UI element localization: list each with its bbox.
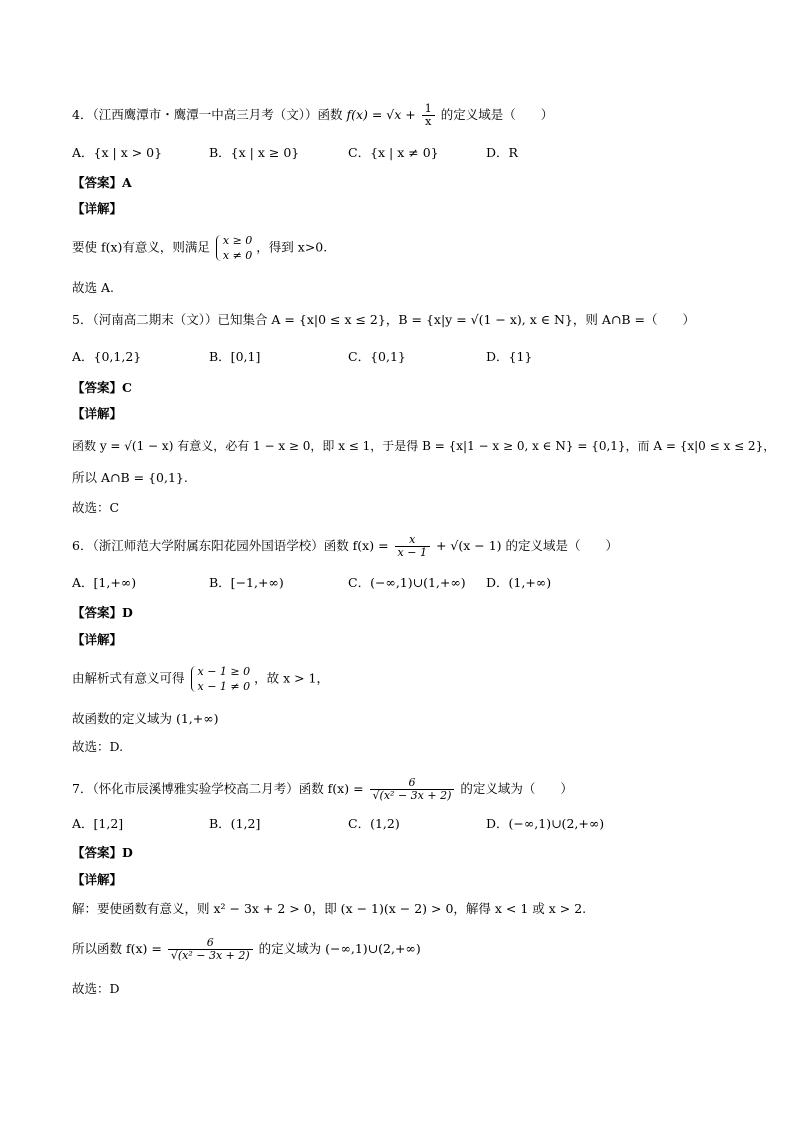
q7-detail-heading: 【详解】: [72, 872, 123, 887]
q4-function: f(x) = √x +: [346, 107, 420, 122]
q5-option-d: D．{1}: [486, 349, 533, 364]
q5-option-b: B．[0,1]: [209, 349, 261, 364]
q4-solution: [72, 233, 327, 263]
q7-final: 故选：D: [72, 981, 120, 996]
q5-solution-2: 所以 A∩B = {0,1}.: [72, 470, 188, 485]
q7-sol-frac-den: √(x² − 3x + 2): [170, 949, 250, 962]
q4-frac-den: x: [425, 115, 432, 128]
q6-option-a: A．[1,+∞): [72, 575, 137, 590]
q6-condition-system: [189, 664, 251, 694]
q4-condition-system: [214, 233, 252, 263]
q4-solution-pre: 要使 f(x)有意义，则满足: [72, 239, 210, 255]
q7-solution-2-pre: 所以函数 f(x) =: [72, 941, 166, 956]
q4-detail-heading: 【详解】: [72, 201, 123, 216]
q4-stem-end: 的定义域是（ ）: [440, 107, 554, 122]
q7-frac-den: √(x² − 3x + 2): [372, 789, 452, 802]
q7-option-a: A．[1,2]: [72, 816, 124, 831]
q7-solution-2-post: 的定义域为 (−∞,1)∪(2,+∞): [258, 941, 421, 956]
q6-fraction: [395, 534, 430, 559]
q7-option-d: D．(−∞,1)∪(2,+∞): [486, 816, 605, 831]
q7-option-c: C．(1,2): [348, 816, 400, 831]
q7-solution-2: [72, 937, 421, 962]
q5-option-c: C．{0,1}: [348, 349, 406, 364]
q6-frac-den: x − 1: [397, 546, 427, 559]
q6-condition-2: x − 1 ≠ 0: [197, 680, 251, 693]
q6-stem-text: 6．（浙江师范大学附属东阳花园外国语学校）函数 f(x) =: [72, 538, 393, 553]
q4-option-a: A．{x | x > 0}: [72, 145, 163, 160]
q6-detail-heading: 【详解】: [72, 632, 123, 647]
q4-option-c: C．{x | x ≠ 0}: [348, 145, 439, 160]
q6-stem-end: + √(x − 1) 的定义域是（ ）: [435, 538, 618, 553]
q5-detail-heading: 【详解】: [72, 406, 123, 421]
q4-frac-num: 1: [422, 103, 435, 116]
q7-answer: 【答案】D: [72, 845, 133, 860]
q7-solution-fraction: [168, 937, 253, 962]
q4-condition-1: x ≥ 0: [222, 234, 253, 247]
q7-solution-1: 解：要使函数有意义，则 x² − 3x + 2 > 0，即 (x − 1)(x − 2) > 0，解得 x < 1 或 x > 2.: [72, 901, 587, 916]
q5-solution-1: 函数 y = √(1 − x) 有意义，必有 1 − x ≥ 0，即 x ≤ 1，于是得 B = {x|1 − x ≥ 0, x ∈ N} = {0,1}，而 A = {x|0 ≤ x ≤ 2}，: [72, 439, 776, 453]
q4-fraction: [422, 103, 435, 128]
q7-sol-frac-num: 6: [168, 937, 253, 950]
q6-frac-num: x: [395, 534, 430, 547]
q6-solution: [72, 664, 329, 694]
q4-condition-2: x ≠ 0: [222, 249, 253, 262]
q6-solution-pre: 由解析式有意义可得: [72, 670, 185, 686]
q4-final: 故选 A.: [72, 280, 114, 295]
q4-stem: [72, 103, 553, 128]
q4-option-b: B．{x | x ≥ 0}: [209, 145, 300, 160]
q4-option-d: D．R: [486, 145, 518, 160]
q7-fraction: [370, 777, 455, 802]
q7-stem-text: 7．（怀化市辰溪博雅实验学校高二月考）函数 f(x) =: [72, 781, 368, 796]
q6-final: 故选：D.: [72, 739, 124, 754]
q4-solution-post: ，得到 x>0.: [256, 239, 328, 255]
q6-answer: 【答案】D: [72, 605, 133, 620]
q5-stem: 5．（河南高二期末（文））已知集合 A = {x|0 ≤ x ≤ 2}，B = {x|y = √(1 − x), x ∈ N}，则 A∩B =（ ）: [72, 312, 695, 327]
q6-solution-2: 故函数的定义域为 (1,+∞): [72, 711, 219, 726]
q6-solution-post: ，故 x > 1，: [254, 670, 330, 686]
q7-option-b: B．(1,2]: [209, 816, 261, 831]
q5-option-a: A．{0,1,2}: [72, 349, 142, 364]
q6-option-d: D．(1,+∞): [486, 575, 552, 590]
q5-answer: 【答案】C: [72, 380, 132, 395]
q6-stem: [72, 534, 618, 559]
q7-stem: [72, 777, 573, 802]
q6-condition-1: x − 1 ≥ 0: [197, 665, 251, 678]
q7-frac-num: 6: [370, 777, 455, 790]
q7-stem-end: 的定义域为（ ）: [460, 781, 573, 796]
q6-option-b: B．[−1,+∞): [209, 575, 284, 590]
q6-option-c: C．(−∞,1)∪(1,+∞): [348, 575, 466, 590]
q5-final: 故选：C: [72, 500, 120, 515]
q4-stem-text: 4．（江西鹰潭市・鹰潭一中高三月考（文））函数: [72, 107, 343, 122]
q4-answer: 【答案】A: [72, 175, 132, 190]
